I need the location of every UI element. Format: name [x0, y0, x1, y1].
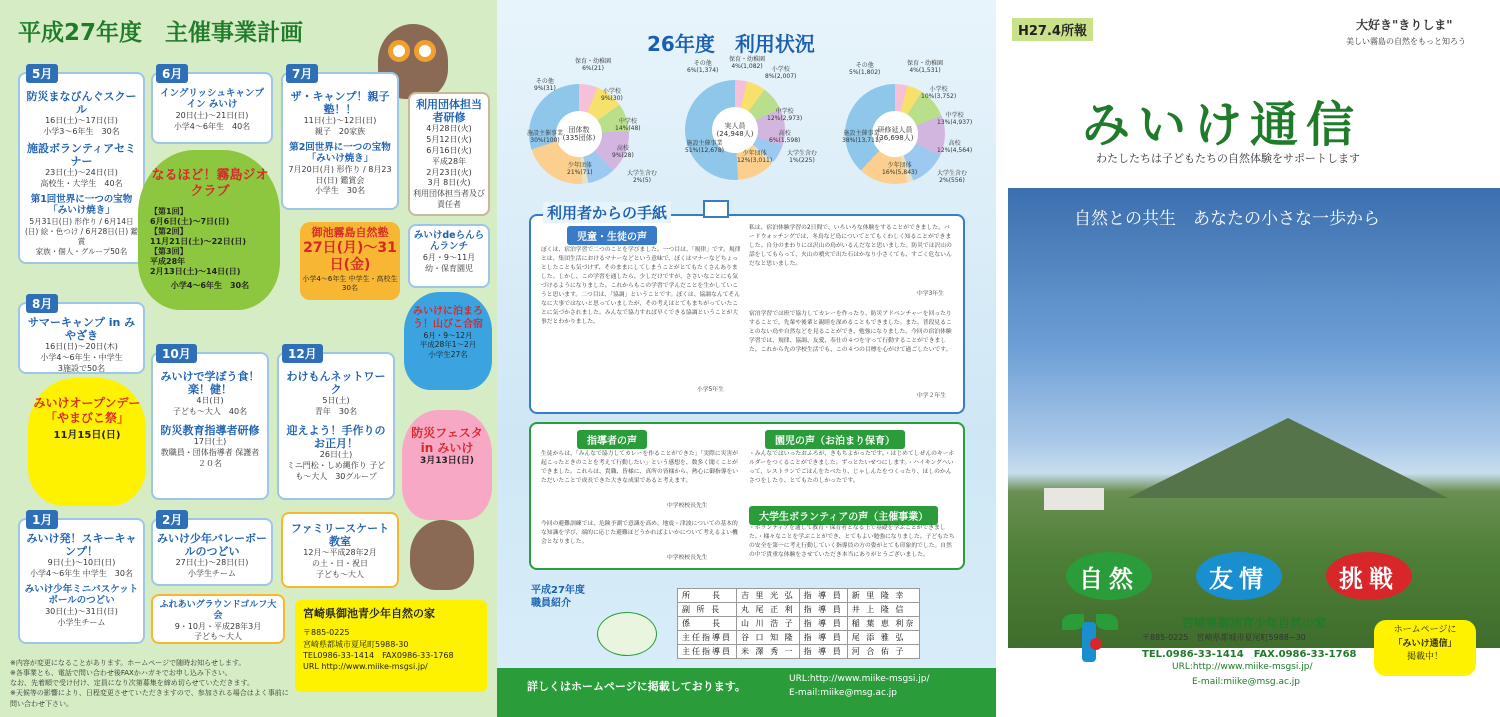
aug-event-target: 小学4〜6年生・中学生	[40, 353, 123, 363]
staff-role: 指 導 員	[799, 617, 847, 631]
pie-groups-center: 団体数 (335団体)	[556, 111, 602, 157]
pie1-label-1: 保育・幼稚園 6%(21)	[575, 58, 612, 73]
feb-event-date: 27日(土)〜28日(日)	[175, 558, 249, 568]
logo-emblem	[597, 612, 657, 656]
may-event-2-target: 高校生・大学生 40名	[40, 179, 123, 189]
footer-url[interactable]: URL:http://www.miike-msgsi.jp/	[789, 674, 930, 684]
staff-role: 指 導 員	[799, 603, 847, 617]
pie3-label-8: 施設主催事業 38%(13,711)	[842, 130, 882, 145]
usage-footer	[497, 668, 996, 717]
training-date-1: 4月28日(火)	[426, 124, 472, 134]
pie1-label-3: 小学校 9%(30)	[601, 88, 623, 103]
golf-target: 子ども〜大人	[194, 632, 242, 642]
cover-slogan: 自然との共生 あなたの小さな一歩から	[1074, 209, 1380, 229]
student-text-1: ぼくは、宿泊学習で二つのことを学びました。一つ目は、「規律」です。規律とは、集団生活におけるマナーなどという意味で、ぼくはマナーなどちょっとしたことも気づけず、そのままにしてしまうことがとてもたくさんありました。しかし、この学習を通したら、少しだけですが、ささいなことにも気づけるようになりました。これからもこの学習で学んだことを生かしていこうと思います。二つ目は、「協調」ということです。ぼくは、協調なんてそんなに大事ではないと思っていましたが、その考えはとてもまちがっていたことに気づかされました。みんなで協力すれば早くできる協調ということが大事だとわかりました。	[541, 247, 741, 325]
owl-illustration-bottom	[410, 520, 474, 590]
oct-event-1-name: みいけで学ぼう食！楽！健！	[160, 370, 260, 397]
cover-title: みいけ通信	[1082, 97, 1363, 153]
month-aug: 8月	[26, 294, 58, 313]
training-date-4: 平成28年	[431, 156, 467, 166]
geo-date-2: 11月21日(土)〜22日(日)	[150, 236, 247, 246]
may-card	[18, 72, 145, 264]
staff-name: 河 合 佑 子	[847, 645, 920, 659]
feb-event-target: 小学生チーム	[188, 569, 236, 579]
oct-event-1-date: 4日(日)	[196, 396, 224, 406]
jan-card	[18, 518, 145, 644]
geo-date-3a: 平成28年	[150, 256, 186, 266]
issue-badge: H27.4所報	[1012, 18, 1093, 41]
openday-title: みいけオープンデー「やまびこ祭」	[33, 396, 141, 425]
month-may: 5月	[26, 64, 58, 83]
skate-date2: の土・日・祝日	[312, 559, 368, 569]
staff-role: 副 所 長	[678, 603, 737, 617]
jun-event-name: イングリッシュキャンプ イン みいけ	[160, 88, 264, 111]
may-event-1-name: 防災まなびんぐスクール	[26, 90, 137, 117]
juku-target: 小学4〜6年生 中学生・高校生 30名	[302, 274, 398, 292]
bousai-box	[404, 426, 490, 467]
training-title: 利用団体担当者研修	[416, 98, 482, 125]
training-date-6: 3月 8日(火)	[427, 178, 471, 188]
geo-session-3: 【第3回】	[150, 246, 188, 256]
openday-box	[30, 396, 144, 443]
jul-card	[281, 72, 399, 210]
contact-tel: TEL0986-33-1414 FAX0986-33-1768	[303, 650, 454, 660]
jun-event-target: 小学4〜6年生 40名	[173, 121, 251, 131]
teacher-text-2: 今回の避難訓練では、危険予測で意識を高め、地震・津波についての基本的な知識を学び、端的に応じた避難ほどうかればよいかについて考えるよい機会となりました。	[541, 521, 738, 545]
training-card	[408, 92, 490, 216]
student-text-3: 宿泊学習では班で協力してカレーを作ったり、防災アドベンチャーを回ったりすることで、先輩や後輩と親睦を深めることもできました。また、普段見ることのない鳥や自然などを見ることができ、勉強になりました。今回の宿泊体験学習では、規律、協調、友愛、奉仕の４つを守って行動することができました。これから先の学校生活でも、この４つの目標を心がけて過ごしたいです。	[749, 311, 952, 353]
lunch-card	[408, 224, 490, 288]
contact-url[interactable]: URL http://www.miike-msgsi.jp/	[303, 661, 428, 671]
cover-subtitle: わたしたちは子どもたちの自然体験をサポートします	[1096, 152, 1360, 165]
staff-name: 稲 葉 恵 利奈	[847, 617, 920, 631]
golf-card	[151, 594, 285, 644]
geo-target: 小学4〜6年生 30名	[170, 280, 250, 290]
note-1: ※内容が変更になることがあります。ホームページで随時お知らせします。	[10, 659, 246, 667]
staff-row	[678, 603, 920, 617]
skate-name: ファミリースケート教室	[290, 522, 390, 549]
training-date-2: 5月12日(火)	[426, 135, 472, 145]
tomaru-date: 6月・9〜12月	[423, 331, 473, 340]
staff-row	[678, 631, 920, 645]
oct-event-2-date: 17日(土)	[193, 437, 227, 447]
aug-event-date: 16日(日)〜20日(木)	[45, 342, 118, 352]
hp-line-3: 掲載中！	[1406, 652, 1443, 662]
skate-card	[281, 512, 399, 588]
pie1-label-7: 少年団体 21%(71)	[567, 162, 593, 177]
letters-title: 利用者からの手紙	[543, 202, 671, 223]
oct-event-2-target: 教職員・団体指導者 保護者 ２０名	[160, 447, 268, 468]
juku-box	[300, 222, 400, 300]
pie2-label-7: 少年団体 12%(3,011)	[737, 150, 773, 165]
student-head: 児童・生徒の声	[567, 226, 657, 245]
cover-mail[interactable]: E-mail:miike@msg.ac.jp	[1192, 677, 1301, 687]
jul-event-1-name: ザ・キャンプ！親子塾！！	[290, 90, 390, 117]
pie1-label-2: その他 9%(31)	[534, 78, 556, 93]
jul-event-1-date: 11日(土)〜12日(日)	[303, 116, 377, 126]
cover-org: 宮崎県御池青少年自然の家	[1182, 616, 1327, 630]
cover-address: 〒885-0225 宮崎県都城市夏尾町5988−30	[1142, 633, 1306, 642]
schedule-notes	[10, 658, 295, 709]
student-sign-1: 小学5年生	[697, 387, 724, 393]
word-friendship: 友情	[1196, 552, 1282, 600]
may-event-3-date: 5月31日(日) 形作り / 6月14日(日) 絵・色つけ / 6月28日(日) 鑑賞	[24, 216, 139, 246]
pie1-label-4: 中学校 14%(48)	[615, 118, 641, 133]
note-3: なお、先着順で受け付け、定員になり次第募集を締め切らせていただきます。	[10, 679, 254, 688]
may-event-1-target: 小学3〜6年生 30名	[43, 127, 120, 137]
pie3-label-2: 保育・幼稚園 4%(1,531)	[907, 60, 944, 75]
word-challenge: 挑戦	[1326, 552, 1412, 600]
juku-date: 27日(月)〜31日(金)	[303, 239, 397, 274]
geo-club-title: なるほど！霧島ジオクラブ	[151, 168, 269, 200]
jul-event-1-target: 親子 20家族	[314, 127, 366, 137]
jan-event-2-target: 小学生チーム	[57, 617, 106, 627]
cover-url[interactable]: URL:http://www.miike-msgsi.jp/	[1172, 662, 1313, 672]
staff-name: 尾 添 雅 弘	[847, 631, 920, 645]
lunch-date: 6月・9〜11月	[422, 252, 476, 262]
staff-name: 米 澤 秀 一	[737, 645, 800, 659]
pie2-label-8: 施設主催事業 51%(12,678)	[685, 140, 725, 155]
dec-card	[277, 352, 395, 500]
jan-event-1-name: みいけ発！スキーキャンプ！	[26, 532, 137, 559]
pie3-label-6: 大学生含む 2%(556)	[937, 170, 968, 185]
may-event-1-date: 16日(土)〜17日(日)	[45, 116, 118, 126]
jul-event-2-name: 第2回世界に一つの宝物「みいけ焼き」	[289, 141, 391, 165]
training-target: 利用団体担当者及び責任者	[413, 189, 485, 209]
may-event-3-name: 第1回世界に一つの宝物「みいけ焼き」	[30, 193, 133, 217]
pie1-label-8: 施設主催事業 30%(100)	[527, 130, 564, 145]
staff-role: 所 長	[678, 589, 737, 603]
geo-club-box	[150, 168, 270, 291]
pie3-label-7: 少年団体 16%(5,843)	[882, 162, 918, 177]
schedule-title: 平成27年度 主催事業計画	[18, 20, 304, 46]
pie3-label-3: 小学校 10%(3,752)	[921, 86, 957, 101]
pie2-label-5: 高校 6%(1,598)	[769, 130, 801, 145]
bousai-title: 防災フェスタ in みいけ	[411, 426, 483, 455]
staff-name: 山 川 浩 子	[737, 617, 800, 631]
may-event-2-date: 23日(土)〜24日(日)	[45, 168, 118, 178]
jul-event-2-date: 7月20日(月) 形作り / 8月23日(日) 鑑賞会	[288, 164, 392, 185]
pie1-label-5: 高校 9%(28)	[612, 145, 634, 160]
juku-title: 御池霧島自然塾	[311, 226, 389, 239]
month-jan: 1月	[26, 510, 58, 529]
staff-name: 新 里 隆 幸	[847, 589, 920, 603]
contact-zip: 〒885-0225	[303, 628, 350, 638]
staff-role: 主任指導員	[678, 645, 737, 659]
oct-event-2-name: 防災教育指導者研修	[160, 423, 260, 437]
nursery-head: 園児の声（お泊まり保育）	[765, 430, 905, 449]
teacher-head: 指導者の声	[577, 430, 647, 449]
lunch-title: みいけdeらんらんランチ	[413, 230, 485, 253]
tomaru-date2: 平成28年1〜2月	[419, 340, 477, 350]
staff-row	[678, 645, 920, 659]
staff-name: 井 上 隆 信	[847, 603, 920, 617]
volunteer-head: 大学生ボランティアの声（主催事業）	[749, 506, 938, 525]
golf-name: ふれあいグラウンドゴルフ大会	[159, 600, 277, 621]
staff-title: 平成27年度 職員紹介	[531, 585, 585, 609]
contact-address: 宮崎県都城市夏尾町5988-30	[303, 639, 409, 649]
may-event-3-target: 家族・個人・グループ50名	[35, 247, 128, 257]
jun-event-date: 20日(土)〜21日(日)	[175, 110, 249, 120]
teacher-sign-1: 中学校校長先生	[667, 503, 708, 509]
schedule-panel	[0, 0, 497, 717]
staff-row	[678, 617, 920, 631]
training-date-5: 2月23日(火)	[426, 167, 472, 177]
jan-event-2-name: みいけ少年ミニバスケットボールのつどい	[24, 583, 139, 607]
month-jun: 6月	[156, 64, 188, 83]
pie1-label-6: 大学生含む 2%(5)	[627, 170, 658, 185]
footer-mail[interactable]: E-mail:miike@msg.ac.jp	[789, 688, 898, 698]
staff-role: 指 導 員	[799, 645, 847, 659]
pie-people-center: 実人員 (24,948人)	[712, 107, 758, 153]
hp-line-2: 「みいけ通信」	[1393, 638, 1457, 649]
pie3-label-1: その他 5%(1,802)	[849, 62, 881, 77]
contact-box	[295, 600, 487, 692]
word-nature: 自然	[1066, 552, 1152, 600]
dec-event-2-name: 迎えよう！手作りのお正月！	[286, 423, 386, 451]
aug-event-name: サマーキャンプ in みやざき	[27, 316, 136, 343]
staff-name: 丸 尾 正 利	[737, 603, 800, 617]
student-sign-2: 中学3年生	[917, 291, 944, 297]
note-2: ※各事業とも、電話で問い合わせ後FAXかハガキでお申し込み下さい。	[10, 669, 232, 678]
pie2-label-3: 小学校 8%(2,007)	[765, 66, 797, 81]
footer-text: 詳しくはホームページに掲載しております。	[527, 680, 746, 693]
oct-card	[151, 352, 269, 500]
tomaru-title: みいけに泊まろう！山びこ合宿	[413, 306, 483, 330]
cover-tel: TEL.0986-33-1414 FAX.0986-33-1768	[1142, 649, 1357, 660]
dec-event-2-date: 26日(土)	[319, 450, 353, 460]
contact-name: 宮崎県御池青少年自然の家	[303, 607, 435, 620]
pie2-label-2: 保育・幼稚園 4%(1,082)	[729, 56, 766, 71]
jul-event-2-target: 小学生 30名	[314, 186, 366, 196]
aug-event-target2: 3施設で50名	[57, 363, 106, 373]
dec-event-2-target: ミニ門松・しめ縄作り 子ども〜大人 30グループ	[286, 461, 386, 481]
geo-session-2: 【第2回】	[150, 226, 188, 236]
staff-role: 主任指導員	[678, 631, 737, 645]
homepage-callout	[1374, 620, 1476, 676]
staff-role: 指 導 員	[799, 589, 847, 603]
lunch-target: 幼・保育園児	[425, 263, 473, 273]
dec-event-1-name: わけもんネットワーク	[286, 370, 386, 397]
pie2-label-4: 中学校 12%(2,973)	[767, 108, 803, 123]
pie2-label-6: 大学生含む 1%(225)	[787, 150, 818, 165]
pie2-label-1: その他 6%(1,374)	[687, 60, 719, 75]
geo-date-3b: 2月13日(土)〜14日(日)	[150, 266, 241, 276]
teacher-text-1: 生徒からは、「みんなで協力してカレーを作ることができた」「実際に災害が起こったときのことを考えて行動したい」という感想を、数多く聞くことができました。これらは、貴職、皆様に、真所の皆様から、熱心に御指導をいただいたことで成長できた大きな成果であると考えます。	[541, 451, 739, 484]
jan-event-1-date: 9日(土)〜10日(日)	[47, 558, 116, 568]
dec-event-1-date: 5日(土)	[322, 396, 350, 406]
envelope-icon	[703, 200, 729, 218]
openday-date: 11月15日(日)	[53, 430, 121, 441]
training-date-3: 6月16日(火)	[426, 145, 472, 155]
geo-session-1: 【第1回】	[150, 206, 188, 216]
tagline-1: 大好き"きりしま"	[1356, 18, 1453, 32]
hp-line-1: ホームページに	[1393, 625, 1457, 635]
volunteer-text: ・ボランティアを通して教育・保育者となる上で基礎を学ぶことができました。・様々なことを学ぶことができ、とてもよい勉強になりました。子どもたちの安全を第一に考え行動していく指導員の方の姿がとても印象的でした。自然の中で貴重な体験をさせていただき本当にありがとうございました。	[749, 525, 955, 558]
pie3-label-4: 中学校 13%(4,937)	[937, 112, 973, 127]
month-jul: 7月	[286, 64, 318, 83]
tomaru-box	[406, 306, 490, 359]
pie3-label-5: 高校 12%(4,564)	[937, 140, 973, 155]
month-dec: 12月	[282, 344, 323, 363]
staff-role: 指 導 員	[799, 631, 847, 645]
cover-logo	[1062, 614, 1122, 668]
dec-event-1-target: 青年 30名	[314, 407, 358, 417]
staff-name: 谷 口 知 隆	[737, 631, 800, 645]
golf-date: 9・10月・平成28年3月	[174, 621, 262, 631]
usage-title: 26年度 利用状況	[647, 32, 815, 56]
owl-eyes-top	[388, 40, 438, 62]
month-oct: 10月	[156, 344, 197, 363]
oct-event-1-target: 子ども〜大人 40名	[172, 407, 248, 417]
pie-training-center: 研修延人員 (36,698人)	[872, 111, 918, 157]
usage-panel	[497, 0, 996, 717]
student-text-2: 私は、宿泊体験学習の2日間で、いろいろな体験をすることができました。バードウォッチングでは、冬鳥など鳥についてとてもくわしく知ることができました。自分のまわりには沢山の鳥がいるんだなと思いました。防災では沢山の話をしてもらって、火山の噴火で出た石はかなり小さくても、すごく危ないんだなと思いました。	[749, 225, 952, 267]
staff-row	[678, 589, 920, 603]
tagline-2: 美しい霧島の自然をもっと知ろう	[1346, 37, 1466, 46]
teacher-sign-2: 中学校校長先生	[667, 555, 708, 561]
student-sign-3: 中学２年生	[917, 393, 946, 399]
may-event-2-name: 施設ボランティアセミナー	[26, 141, 136, 169]
skate-date: 12月〜平成28年2月	[303, 548, 377, 558]
nursery-text: ・みんなではいったおふろが、きもちよかったです。・はじめてしぜんのキーホルダーをつくることができました。ずっとたいせつにします。・ハイキングへいって、レストランでごはんをたべたり、じゃしんたをつくったり、ほしのかんさつをしたり、とてもたのしかったです。	[749, 451, 955, 484]
bousai-date: 3月13日(日)	[419, 456, 474, 466]
note-4: ※天候等の影響により、日程変更させていただきますので、参加される場合はよく事前に問い合わせ下さい。	[10, 689, 289, 708]
staff-role: 係 長	[678, 617, 737, 631]
skate-target: 子ども〜大人	[316, 569, 364, 579]
staff-table	[677, 588, 920, 659]
geo-date-1: 6月6日(土)〜7日(日)	[150, 216, 230, 226]
jan-event-2-date: 30日(土)〜31日(日)	[45, 606, 118, 616]
jan-event-1-target: 小学4〜6年生 中学生 30名	[30, 569, 133, 579]
feb-event-name: みいけ少年バレーボールのつどい	[157, 532, 267, 559]
staff-name: 吉 里 光 弘	[737, 589, 800, 603]
cover-panel	[996, 0, 1500, 717]
tomaru-target: 小学生27名	[428, 349, 468, 359]
month-feb: 2月	[156, 510, 188, 529]
